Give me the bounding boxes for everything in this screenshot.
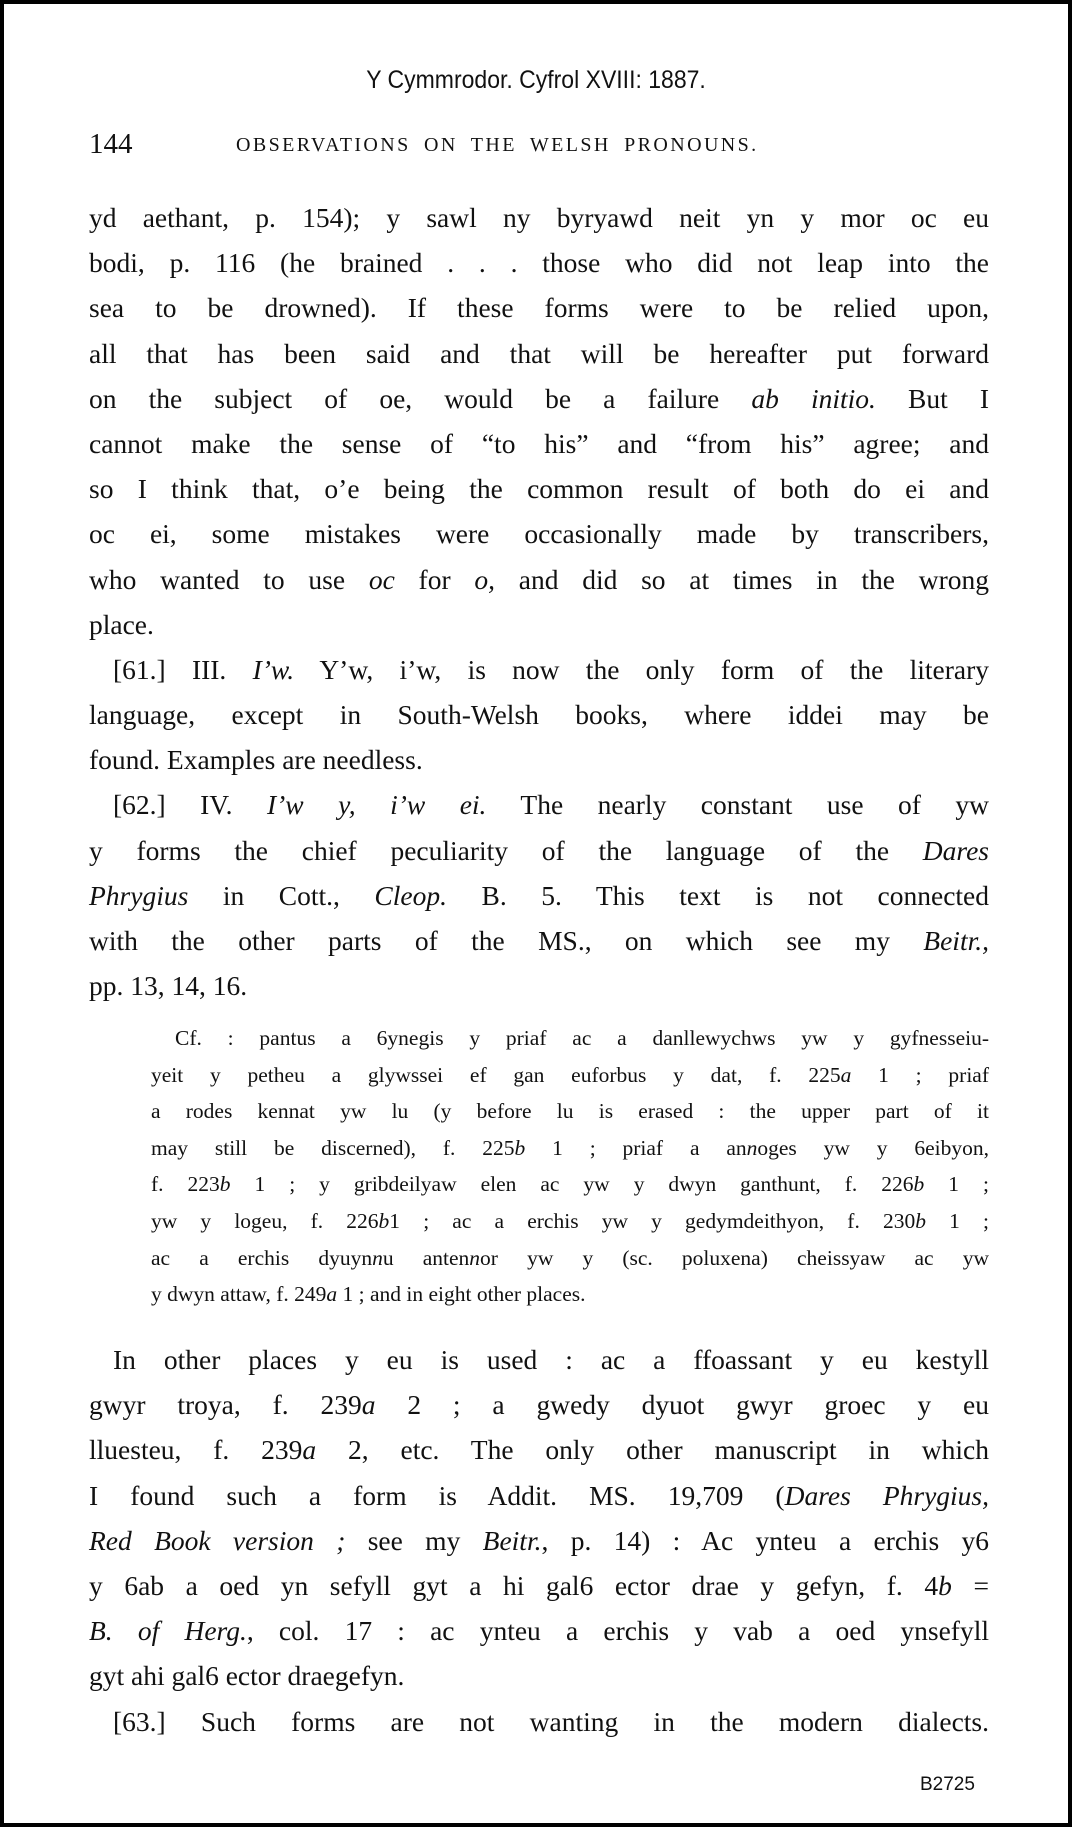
text-run: so I think that, o’e being the common result of both do ei and	[89, 473, 989, 505]
catalog-code: B2725	[920, 1774, 975, 1795]
text-run: Cf. : pantus a 6ynegis y priaf ac a danllewychws yw y gyfnesseiu-	[175, 1026, 989, 1050]
italic-text: Phrygius	[89, 879, 189, 911]
text-run: [62.] IV.	[113, 789, 267, 821]
text-line	[89, 1427, 989, 1472]
text-run: language, except in South-Welsh books, where iddei may be	[89, 699, 989, 731]
text-line	[89, 331, 989, 376]
running-head: OBSERVATIONS ON THE WELSH PRONOUNS.	[236, 134, 759, 156]
text-run: [61.] III.	[113, 653, 253, 685]
text-run: , col. 17 : ac ynteu a erchis y vab a oed ynsefyll	[246, 1615, 989, 1647]
text-line	[151, 1130, 989, 1167]
text-run: 1 ; priaf a an	[525, 1135, 747, 1160]
text-line	[151, 1203, 989, 1240]
text-run: place.	[89, 608, 154, 640]
text-line	[89, 1608, 989, 1653]
text-run: who wanted to use	[89, 563, 369, 595]
text-run: I found such a form is Addit. MS. 19,709 (	[89, 1479, 785, 1511]
italic-text: n	[746, 1135, 758, 1160]
text-run: But I	[875, 382, 990, 414]
text-line	[89, 918, 989, 963]
text-run: cannot make the sense of “to his” and “from his” agree; and	[89, 427, 989, 459]
text-line	[89, 557, 989, 602]
text-run: In other places y eu is used : ac a ffoassant y eu kestyll	[113, 1344, 989, 1375]
text-run: gyt ahi gal6 ector draegefyn.	[89, 1660, 405, 1692]
text-run: 1 ;	[924, 1172, 989, 1197]
text-run: ac a erchis dyuyn	[151, 1245, 373, 1270]
text-run: or yw y (sc. poluxena) cheissyaw ac yw	[480, 1245, 989, 1270]
text-line	[89, 285, 989, 330]
text-run: y forms the chief peculiarity of the language of the	[89, 834, 923, 866]
text-line	[89, 737, 989, 782]
text-run: yw y logeu, f. 226	[151, 1208, 379, 1233]
italic-text: Cleop.	[374, 879, 447, 911]
text-line	[89, 1337, 989, 1382]
text-run: 1 ;	[925, 1208, 989, 1233]
italic-text: Dares	[922, 834, 989, 866]
italic-text: b	[219, 1172, 231, 1197]
text-run: yd aethant, p. 154); y sawl ny byryawd neit yn y mor oc eu	[89, 202, 989, 233]
text-line	[89, 1518, 989, 1563]
text-run: gwyr troya, f. 239	[89, 1389, 362, 1421]
italic-text: I’w.	[252, 653, 295, 685]
text-run: y dwyn attaw, f. 249	[151, 1282, 327, 1307]
text-line	[89, 963, 989, 1008]
italic-text: Red Book version ;	[89, 1524, 346, 1556]
text-run: 2, etc. The only other manuscript in which	[316, 1434, 989, 1466]
text-line	[89, 873, 989, 918]
text-line	[89, 1382, 989, 1427]
italic-text: b	[514, 1135, 526, 1160]
text-line	[89, 511, 989, 556]
text-run: a rodes kennat yw lu (y before lu is erased : the upper part of it	[151, 1099, 989, 1124]
italic-text: b	[938, 1569, 952, 1601]
italic-text: b	[378, 1208, 390, 1233]
text-line	[89, 376, 989, 421]
text-run: sea to be drowned). If these forms were to be relied upon,	[89, 292, 989, 324]
text-run: u anten	[382, 1245, 470, 1270]
text-run: f. 223	[151, 1172, 220, 1197]
text-line	[151, 1166, 989, 1203]
text-run: lluesteu, f. 239	[89, 1434, 303, 1466]
source-header: Y Cymmrodor. Cyfrol XVIII: 1887.	[366, 66, 706, 94]
text-run: 1 ; ac a erchis yw y gedymdeithyon, f. 230	[389, 1208, 916, 1233]
text-run: in Cott.,	[188, 879, 375, 911]
text-line	[151, 1093, 989, 1130]
text-run: =	[951, 1569, 989, 1601]
text-run: 1 ; y gribdeilyaw elen ac yw y dwyn ganthunt, f. 226	[230, 1172, 914, 1197]
italic-text: a	[840, 1062, 852, 1087]
text-run: oges yw y 6eibyon,	[757, 1135, 989, 1160]
text-run: oc ei, some mistakes were occasionally made by transcribers,	[89, 518, 989, 550]
italic-text: a	[302, 1434, 317, 1466]
text-run: for	[394, 563, 475, 595]
text-run: pp. 13, 14, 16.	[89, 970, 248, 1002]
text-run: Y’w, i’w, is now the only form of the literary	[294, 653, 989, 685]
italic-text: Beitr.	[482, 1524, 542, 1556]
text-run: 2 ; a gwedy dyuot gwyr groec y eu	[375, 1389, 989, 1421]
text-line	[151, 1057, 989, 1094]
text-line	[89, 195, 989, 240]
text-run: see my	[345, 1524, 483, 1556]
text-run: found. Examples are needless.	[89, 744, 423, 776]
italic-text: o,	[474, 563, 495, 595]
text-run: yeit y petheu a glywssei ef gan euforbus y dat, f. 225	[151, 1062, 841, 1087]
text-line	[89, 240, 989, 285]
text-line	[89, 1653, 989, 1698]
italic-text: a	[361, 1389, 376, 1421]
italic-text: b	[913, 1172, 925, 1197]
text-run: may still be discerned), f. 225	[151, 1135, 515, 1160]
text-line	[89, 602, 989, 647]
quotation-block	[151, 1020, 989, 1313]
text-run: with the other parts of the MS., on which see my	[89, 925, 924, 956]
text-run: and did so at times in the wrong	[495, 563, 989, 595]
main-paragraphs	[89, 195, 989, 1008]
text-line	[89, 1473, 989, 1518]
italic-text: b	[915, 1208, 926, 1233]
text-line	[89, 782, 989, 827]
text-line	[151, 1240, 989, 1277]
italic-text: oc	[368, 563, 395, 595]
italic-text: I’w y, i’w ei.	[266, 789, 487, 821]
text-run: all that has been said and that will be hereafter put forward	[89, 337, 989, 369]
text-line	[89, 692, 989, 737]
text-line	[89, 647, 989, 692]
text-run: y 6ab a oed yn sefyll gyt a hi gal6 ector drae y gefyn, f. 4	[89, 1569, 939, 1601]
text-run: 1 ; and in eight other places.	[337, 1282, 586, 1307]
text-line	[151, 1020, 989, 1057]
italic-text: B. of Herg.	[89, 1615, 247, 1647]
italic-text: n	[372, 1245, 383, 1270]
text-line	[89, 1563, 989, 1608]
text-run: The nearly constant use of yw	[486, 789, 989, 821]
text-line	[151, 1276, 989, 1313]
text-line	[89, 1699, 989, 1744]
text-line	[89, 466, 989, 511]
italic-text: Dares Phrygius,	[784, 1479, 989, 1511]
text-run: on the subject of oe, would be a failure	[89, 382, 752, 414]
text-run: [63.] Such forms are not wanting in the modern dialects.	[113, 1705, 989, 1737]
text-line	[89, 828, 989, 873]
italic-text: Beitr.,	[923, 925, 989, 956]
text-line	[89, 421, 989, 466]
text-run: , p. 14) : Ac ynteu a erchis y6	[541, 1524, 989, 1556]
italic-text: a	[326, 1282, 338, 1307]
text-run: B. 5. This text is not connected	[446, 879, 990, 911]
italic-text: n	[469, 1245, 481, 1270]
text-run: 1 ; priaf	[851, 1062, 989, 1087]
italic-text: ab initio.	[751, 382, 876, 414]
text-run: bodi, p. 116 (he brained . . . those who did not leap into the	[89, 247, 989, 279]
page-number: 144	[89, 128, 133, 160]
continued-paragraphs	[89, 1337, 989, 1744]
